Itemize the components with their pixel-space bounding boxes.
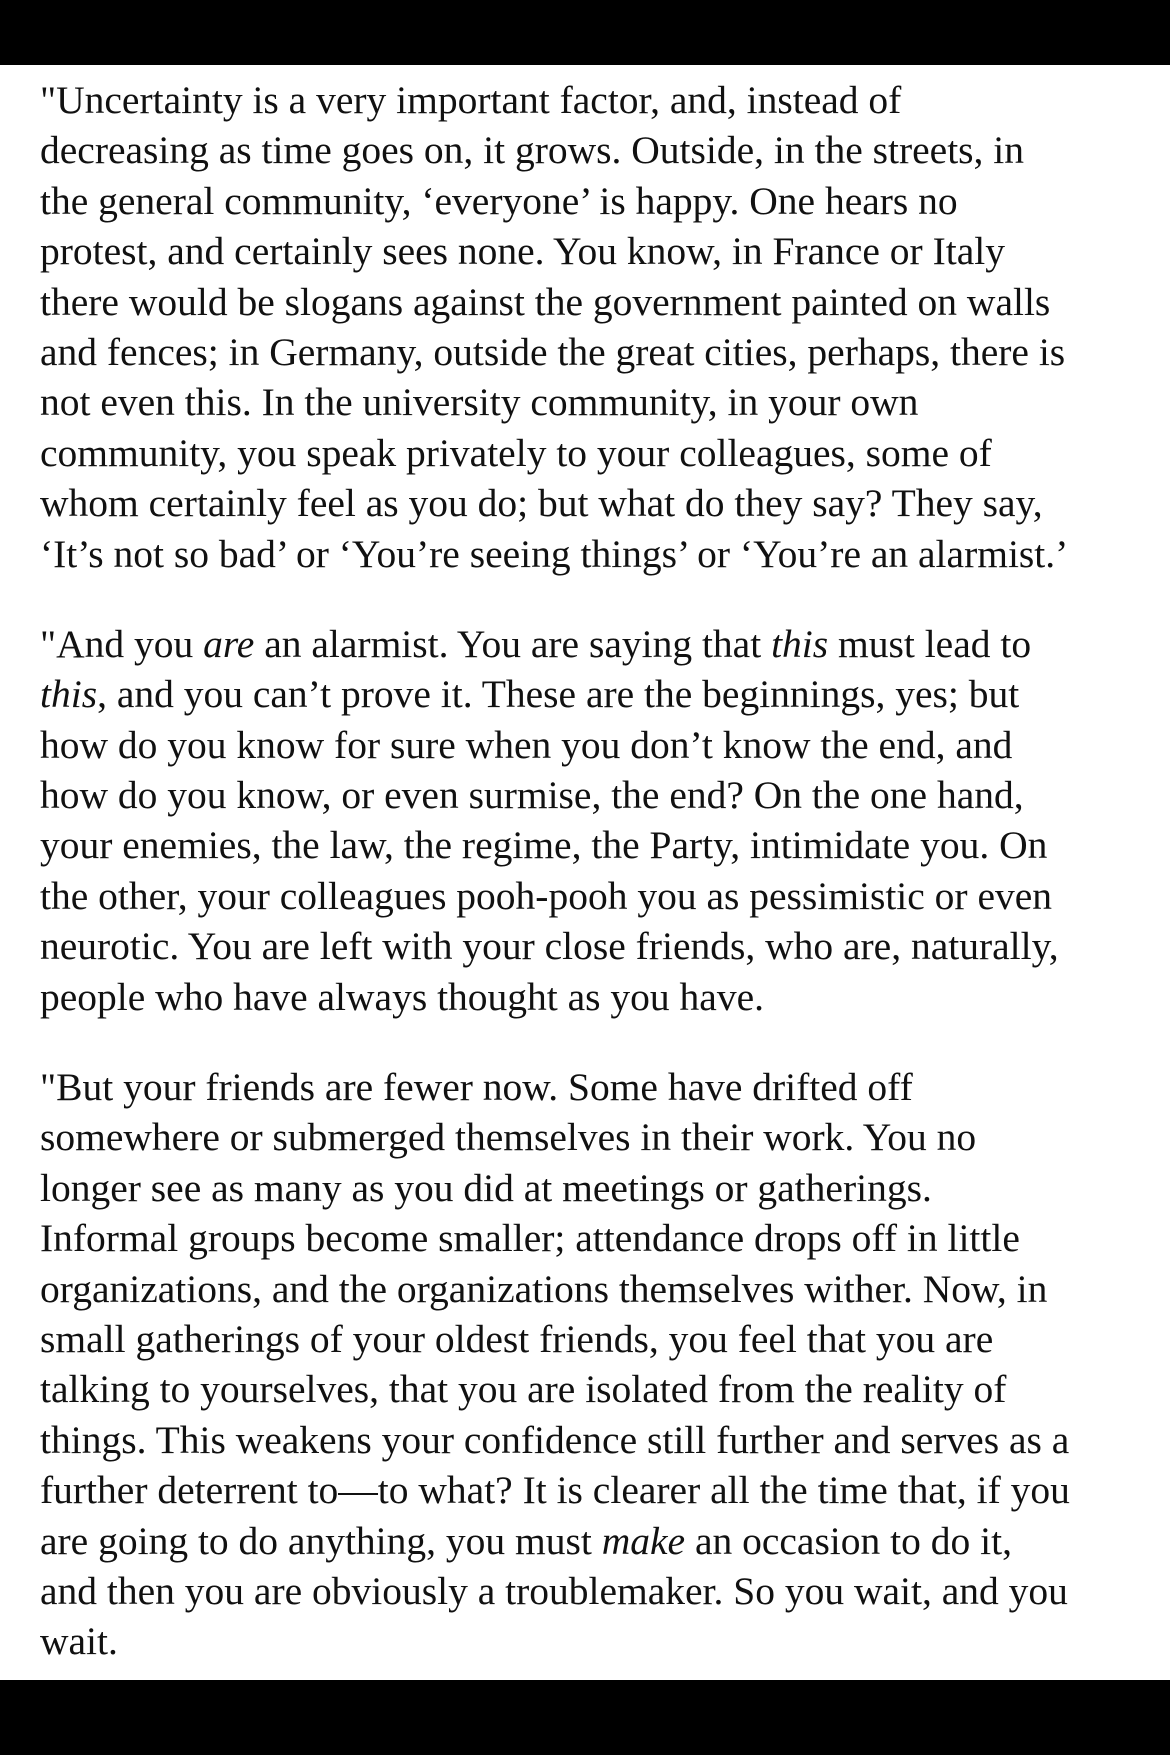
- text-line: [40, 1062, 1140, 1112]
- text-run: "And you: [40, 621, 204, 666]
- italic-text: make: [601, 1518, 686, 1563]
- text-line: [40, 972, 1140, 1022]
- text-run: your enemies, the law, the regime, the Party, intimidate you. On: [40, 823, 1048, 868]
- text-run: the general community, ‘everyone’ is happy. One hears no: [40, 178, 958, 223]
- text-line: [40, 820, 1140, 870]
- text-run: an occasion to do it,: [685, 1518, 1012, 1563]
- text-run: protest, and certainly sees none. You know, in France or Italy: [40, 229, 1005, 274]
- text-run: the other, your colleagues pooh-pooh you as pessimistic or even: [40, 873, 1053, 918]
- top-black-bar: [0, 0, 1170, 65]
- text-line: [40, 176, 1140, 226]
- text-run: "But your friends are fewer now. Some have drifted off: [40, 1065, 913, 1110]
- text-run: there would be slogans against the government painted on walls: [40, 279, 1051, 324]
- text-run: people who have always thought as you have.: [40, 974, 764, 1019]
- text-run: how do you know for sure when you don’t know the end, and: [40, 722, 1013, 767]
- text-line: [40, 75, 1140, 125]
- text-line: [40, 1415, 1140, 1465]
- text-line: [40, 921, 1140, 971]
- text-run: and then you are obviously a troublemaker. So you wait, and you: [40, 1568, 1068, 1613]
- text-line: [40, 1465, 1140, 1515]
- text-run: decreasing as time goes on, it grows. Outside, in the streets, in: [40, 128, 1025, 173]
- italic-text: this: [771, 621, 829, 666]
- text-line: [40, 619, 1140, 669]
- text-run: and fences; in Germany, outside the great cities, perhaps, there is: [40, 329, 1066, 374]
- text-run: are going to do anything, you must: [40, 1518, 602, 1563]
- text-line: [40, 377, 1140, 427]
- text-line: [40, 720, 1140, 770]
- text-line: [40, 478, 1140, 528]
- text-run: community, you speak privately to your colleagues, some of: [40, 430, 992, 475]
- paragraph-1: [40, 75, 1140, 579]
- text-line: [40, 669, 1140, 719]
- text-line: [40, 1264, 1140, 1314]
- text-run: organizations, and the organizations themselves wither. Now, in: [40, 1266, 1048, 1311]
- text-line: [40, 1364, 1140, 1414]
- text-run: wait.: [40, 1619, 118, 1664]
- text-run: neurotic. You are left with your close friends, who are, naturally,: [40, 924, 1059, 969]
- text-run: longer see as many as you did at meetings or gatherings.: [40, 1165, 932, 1210]
- italic-text: this: [40, 672, 98, 717]
- text-line: [40, 428, 1140, 478]
- text-line: [40, 327, 1140, 377]
- text-line: [40, 1163, 1140, 1213]
- text-line: [40, 1314, 1140, 1364]
- text-run: ‘It’s not so bad’ or ‘You’re seeing things’ or ‘You’re an alarmist.’: [40, 531, 1069, 576]
- text-run: not even this. In the university community, in your own: [40, 380, 919, 425]
- text-run: must lead to: [828, 621, 1032, 666]
- document-page: [0, 65, 1170, 1680]
- document-text: [40, 75, 1140, 1680]
- text-run: whom certainly feel as you do; but what do they say? They say,: [40, 481, 1043, 526]
- text-run: "Uncertainty is a very important factor, and, instead of: [40, 78, 902, 122]
- text-run: small gatherings of your oldest friends, you feel that you are: [40, 1316, 994, 1361]
- text-line: [40, 770, 1140, 820]
- text-line: [40, 226, 1140, 276]
- text-run: talking to yourselves, that you are isolated from the reality of: [40, 1367, 1007, 1412]
- paragraph-2: [40, 619, 1140, 1022]
- paragraph-3: [40, 1062, 1140, 1667]
- text-line: [40, 1516, 1140, 1566]
- text-line: [40, 1112, 1140, 1162]
- text-run: things. This weakens your confidence still further and serves as a: [40, 1417, 1070, 1462]
- text-line: [40, 871, 1140, 921]
- text-run: further deterrent to—to what? It is clearer all the time that, if you: [40, 1468, 1070, 1513]
- text-line: [40, 125, 1140, 175]
- text-line: [40, 529, 1140, 579]
- bottom-black-bar: [0, 1680, 1170, 1755]
- text-run: somewhere or submerged themselves in their work. You no: [40, 1115, 977, 1160]
- text-line: [40, 1616, 1140, 1666]
- text-line: [40, 277, 1140, 327]
- text-run: , and you can’t prove it. These are the beginnings, yes; but: [97, 672, 1020, 717]
- text-run: how do you know, or even surmise, the end? On the one hand,: [40, 773, 1024, 818]
- text-line: [40, 1566, 1140, 1616]
- text-line: [40, 1213, 1140, 1263]
- text-run: an alarmist. You are saying that: [254, 621, 772, 666]
- italic-text: are: [203, 621, 255, 666]
- text-run: Informal groups become smaller; attendance drops off in little: [40, 1216, 1020, 1261]
